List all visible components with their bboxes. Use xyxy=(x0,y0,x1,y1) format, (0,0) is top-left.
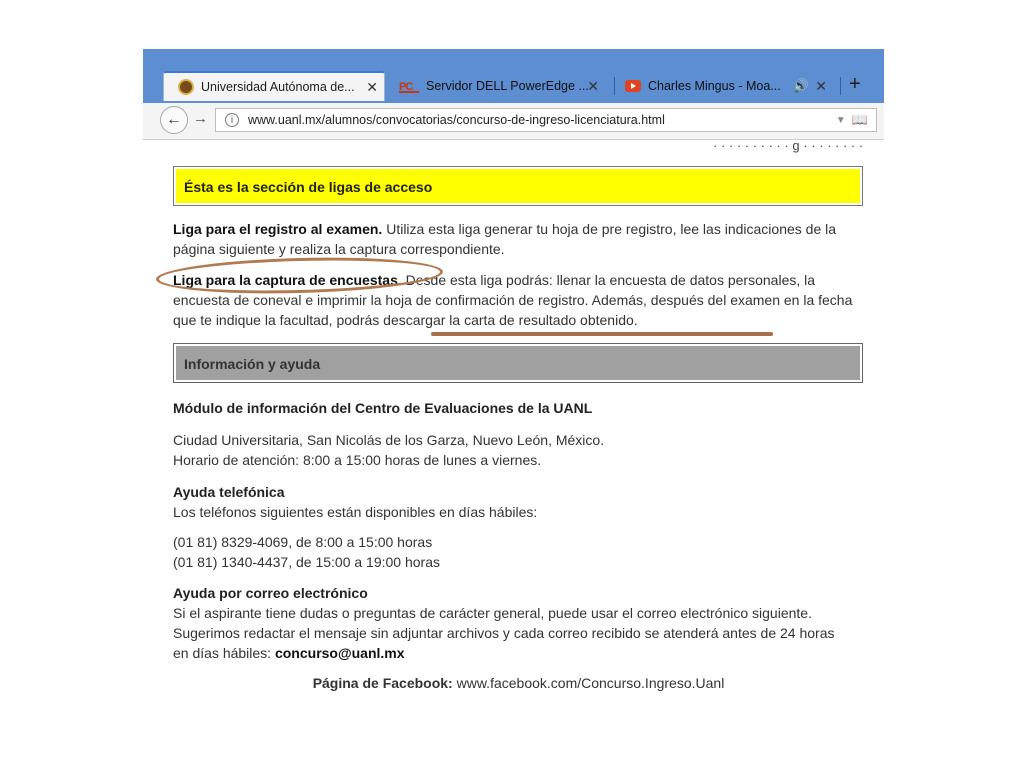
phone-number-1: (01 81) 8329-4069, de 8:00 a 15:00 horas xyxy=(173,534,433,550)
url-text[interactable]: www.uanl.mx/alumnos/convocatorias/concurso-de-ingreso-licenciatura.html xyxy=(248,113,665,127)
tab-separator xyxy=(614,77,615,95)
page-content xyxy=(153,140,884,720)
phone-intro-text: Los teléfonos siguientes están disponibles en días hábiles: xyxy=(173,504,538,520)
close-icon[interactable]: ✕ xyxy=(587,77,599,94)
tab-dell-server[interactable] xyxy=(399,71,609,101)
close-icon[interactable]: ✕ xyxy=(815,77,827,94)
facebook-link[interactable]: www.facebook.com/Concurso.Ingreso.Uanl xyxy=(452,675,725,691)
info-help-header: Información y ayuda xyxy=(173,343,863,383)
encuestas-text: Desde esta liga podrás: llenar la encuesta de datos personales, la encuesta de coneval e imprimir la hoja de confirmación de registro. Además, después del examen en la fecha que te indique la facultad, xyxy=(173,272,853,328)
hand-drawn-underline-annotation xyxy=(431,332,773,336)
tab-charles-mingus[interactable] xyxy=(625,71,835,101)
pc-logo-icon: PC xyxy=(399,79,419,93)
tab-label: Servidor DELL PowerEdge ... xyxy=(426,79,589,93)
tab-label: Charles Mingus - Moa... xyxy=(648,79,781,93)
back-arrow-icon[interactable]: ← xyxy=(160,106,188,134)
email-paragraph xyxy=(173,603,853,663)
university-seal-icon xyxy=(178,79,194,95)
registro-text: Utiliza esta liga generar tu hoja de pre registro, lee las indicaciones de la página siguiente y realiza la captura correspondiente. xyxy=(173,221,837,257)
email-help-title: Ayuda por correo electrónico xyxy=(173,585,368,601)
new-tab-plus-icon[interactable]: + xyxy=(849,73,861,95)
tab-separator xyxy=(840,77,841,95)
access-links-header: Ésta es la sección de ligas de acceso xyxy=(173,166,863,206)
registro-link[interactable]: Liga para el registro al examen. xyxy=(173,221,383,237)
tab-bar xyxy=(143,49,884,103)
clipped-top-text: · · · · · · · · · · g · · · · · · · · xyxy=(713,138,864,153)
hours-text: Horario de atención: 8:00 a 15:00 horas de lunes a viernes. xyxy=(173,452,542,468)
resultado-text: podrás descargar la carta de resultado obtenido. xyxy=(336,312,638,328)
address-bar[interactable] xyxy=(215,108,877,132)
email-link[interactable]: concurso@uanl.mx xyxy=(274,645,405,661)
phone-number-2: (01 81) 1340-4437, de 15:00 a 19:00 horas xyxy=(173,554,440,570)
facebook-line xyxy=(153,675,884,691)
youtube-icon xyxy=(625,80,641,92)
registro-paragraph xyxy=(173,219,873,259)
browser-window xyxy=(143,49,884,720)
email-text: Si el aspirante tiene dudas o preguntas de carácter general, puede usar el correo electrónico siguiente. Sugerimos redactar el mensaje sin adjuntar archivos y cada correo recibido se atenderá antes de 24 horas en días hábiles: xyxy=(173,605,835,661)
address-text: Ciudad Universitaria, San Nicolás de los Garza, Nuevo León, México. xyxy=(173,432,605,448)
encuestas-link[interactable]: Liga para la captura de encuestas. xyxy=(173,272,402,288)
tab-label: Universidad Autónoma de... xyxy=(201,80,355,94)
speaker-icon[interactable]: 🔊 xyxy=(792,78,809,93)
phone-help-title: Ayuda telefónica xyxy=(173,484,285,500)
reader-view-icon[interactable]: 📖 xyxy=(851,112,868,127)
chevron-down-icon[interactable]: ▼ xyxy=(835,114,846,126)
close-icon[interactable]: ✕ xyxy=(366,78,378,95)
info-icon[interactable]: i xyxy=(225,113,239,127)
facebook-label: Página de Facebook: xyxy=(312,675,453,691)
tab-uanl[interactable] xyxy=(163,71,385,101)
modulo-title: Módulo de información del Centro de Evaluaciones de la UANL xyxy=(173,400,593,416)
forward-arrow-icon[interactable]: → xyxy=(193,110,208,127)
